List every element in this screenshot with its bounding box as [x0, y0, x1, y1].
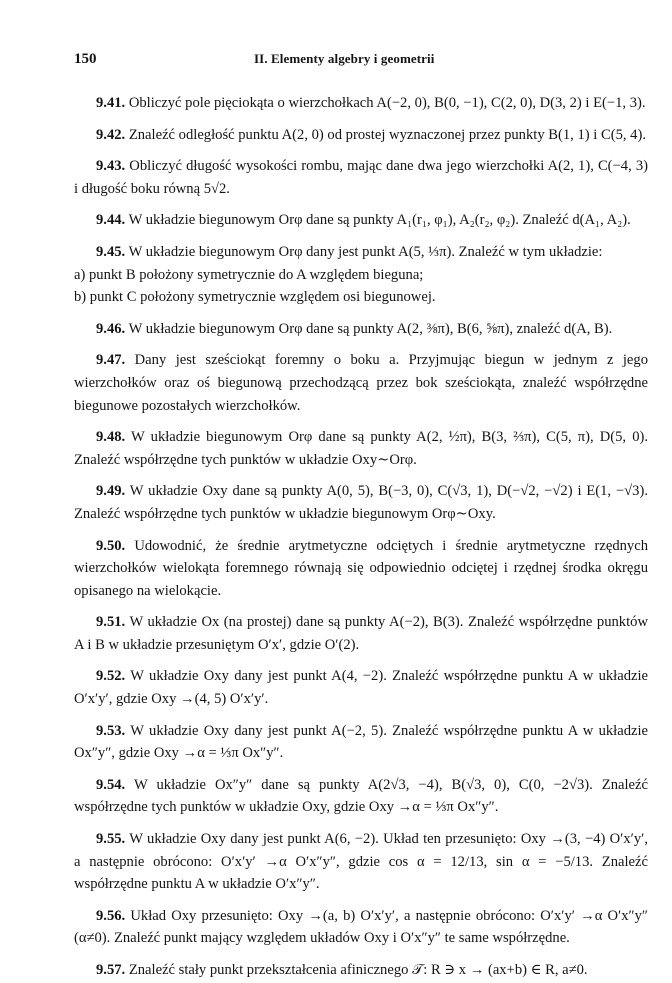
problem-9-46	[74, 318, 648, 341]
problem-number: 9.50.	[96, 537, 126, 554]
problem-number: 9.57.	[96, 962, 126, 978]
problem-9-45	[74, 241, 648, 309]
problem-number: 9.44.	[96, 212, 126, 229]
problem-9-55	[74, 828, 648, 896]
problem-9-47	[74, 349, 648, 417]
problem-text: W układzie biegunowym Orφ dane są punkty A(2, ½π), B(3, ⅔π), C(5, π), D(5, 0). Znaleźć współrzędne tych punktów w układzie Oxy∼Orφ.	[74, 429, 648, 468]
running-title: II. Elementy algebry i geometrii	[254, 51, 435, 66]
problem-number: 9.49.	[96, 483, 126, 500]
problem-9-51	[74, 611, 648, 656]
problem-text: W układzie Ox (na prostej) dane są punkty A(−2), B(3). Znaleźć współrzędne punktów A i B w układzie przesuniętym O′x′, gdzie O′(2).	[74, 614, 648, 653]
problem-text: Dany jest sześciokąt foremny o boku a. Przyjmując biegun w jednym z jego wierzchołków oraz oś biegunową przechodzącą przez bok sześciokąta, znaleźć współrzędne biegunowe pozostałych wierzchołków.	[74, 352, 648, 414]
problem-text: Znaleźć odległość punktu A(2, 0) od prostej wyznaczonej przez punkty B(1, 1) i C(5, 4).	[128, 126, 646, 143]
problem-9-56	[74, 905, 648, 950]
problem-9-43	[74, 155, 648, 200]
problem-number: 9.52.	[96, 668, 126, 685]
problem-text: W układzie biegunowym Orφ dane są punkty A₁(r₁, φ₁), A₂(r₂, φ₂). Znaleźć d(A₁, A₂).	[128, 212, 631, 229]
problem-9-52	[74, 665, 648, 710]
problem-9-49	[74, 480, 648, 525]
page-number: 150	[74, 51, 97, 67]
problem-text: Znaleźć stały punkt przekształcenia afinicznego 𝒯: R ∋ x → (ax+b) ∈ R, a≠0.	[128, 962, 588, 978]
problem-number: 9.55.	[96, 831, 126, 848]
problem-text: Obliczyć długość wysokości rombu, mając dane dwa jego wierzchołki A(2, 1), C(−4, 3) i długość boku równą 5√2.	[74, 158, 648, 197]
problem-number: 9.43.	[96, 158, 126, 175]
problem-text: W układzie Oxy dane są punkty A(0, 5), B(−3, 0), C(√3, 1), D(−√2, −√2) i E(1, −√3). Znaleźć współrzędne tych punktów w układzie biegunowym Orφ∼Oxy.	[74, 483, 648, 522]
problem-number: 9.56.	[96, 907, 126, 924]
problem-9-45-item-a: a) punkt B położony symetrycznie do A względem bieguna;	[74, 266, 424, 283]
problem-text: Układ Oxy przesunięto: Oxy →(a, b) O′x′y′, a następnie obrócono: O′x′y′ →α O′x″y″ (α≠0). Znaleźć punkt mający względem układów Oxy i O′x″y″ te same współrzędne.	[74, 907, 649, 947]
problem-text: W układzie biegunowym Orφ dany jest punkt A(5, ⅓π). Znaleźć w tym układzie:	[128, 243, 603, 260]
problem-number: 9.47.	[96, 352, 126, 369]
problem-9-54	[74, 774, 648, 819]
problem-number: 9.54.	[96, 776, 126, 793]
problem-9-44	[74, 209, 648, 232]
problem-9-50	[74, 535, 648, 603]
problem-list	[74, 92, 648, 982]
problem-9-57	[74, 959, 648, 982]
problem-text: Obliczyć pole pięciokąta o wierzchołkach A(−2, 0), B(0, −1), C(2, 0), D(3, 2) i E(−1, 3).	[128, 95, 646, 111]
problem-9-45-item-b: b) punkt C położony symetrycznie względem osi biegunowej.	[74, 289, 436, 306]
problem-number: 9.45.	[96, 243, 126, 260]
problem-text: W układzie Oxy dany jest punkt A(−2, 5). Znaleźć współrzędne punktu A w układzie Ox″y″, gdzie Oxy →α = ⅓π Ox″y″.	[74, 722, 649, 762]
problem-number: 9.41.	[96, 95, 126, 111]
problem-number: 9.42.	[96, 126, 126, 143]
problem-number: 9.53.	[96, 722, 126, 739]
problem-text: W układzie Ox″y″ dane są punkty A(2√3, −4), B(√3, 0), C(0, −2√3). Znaleźć współrzędne tych punktów w układzie Oxy, gdzie Oxy →α = ⅓π Ox″y″.	[74, 776, 648, 816]
problem-text: W układzie biegunowym Orφ dane są punkty A(2, ⅜π), B(6, ⅝π), znaleźć d(A, B).	[128, 320, 613, 337]
problem-9-41	[74, 92, 648, 115]
problem-9-42	[74, 124, 648, 147]
problem-number: 9.46.	[96, 320, 126, 337]
page-header	[74, 48, 648, 74]
problem-9-45-stem	[74, 241, 648, 264]
problem-number: 9.48.	[96, 429, 126, 446]
problem-9-53	[74, 720, 648, 765]
problem-text: W układzie Oxy dany jest punkt A(6, −2). Układ ten przesunięto: Oxy →(3, −4) O′x′y′, a następnie obrócono: O′x′y′ →α O′x″y″, gdzie cos α = 12/13, sin α = −5/13. Znaleźć współrzędne punktu A w układzie O′x″y″.	[74, 831, 649, 893]
problem-9-48	[74, 426, 648, 471]
problem-number: 9.51.	[96, 614, 126, 631]
problem-text: Udowodnić, że średnie arytmetyczne odciętych i średnie arytmetyczne rzędnych wierzchołków wielokąta foremnego równają się odpowiednio odciętej i rzędnej środka okręgu opisanego na wielokącie.	[74, 537, 648, 599]
problem-text: W układzie Oxy dany jest punkt A(4, −2). Znaleźć współrzędne punktu A w układzie O′x′y′, gdzie Oxy →(4, 5) O′x′y′.	[74, 668, 649, 708]
